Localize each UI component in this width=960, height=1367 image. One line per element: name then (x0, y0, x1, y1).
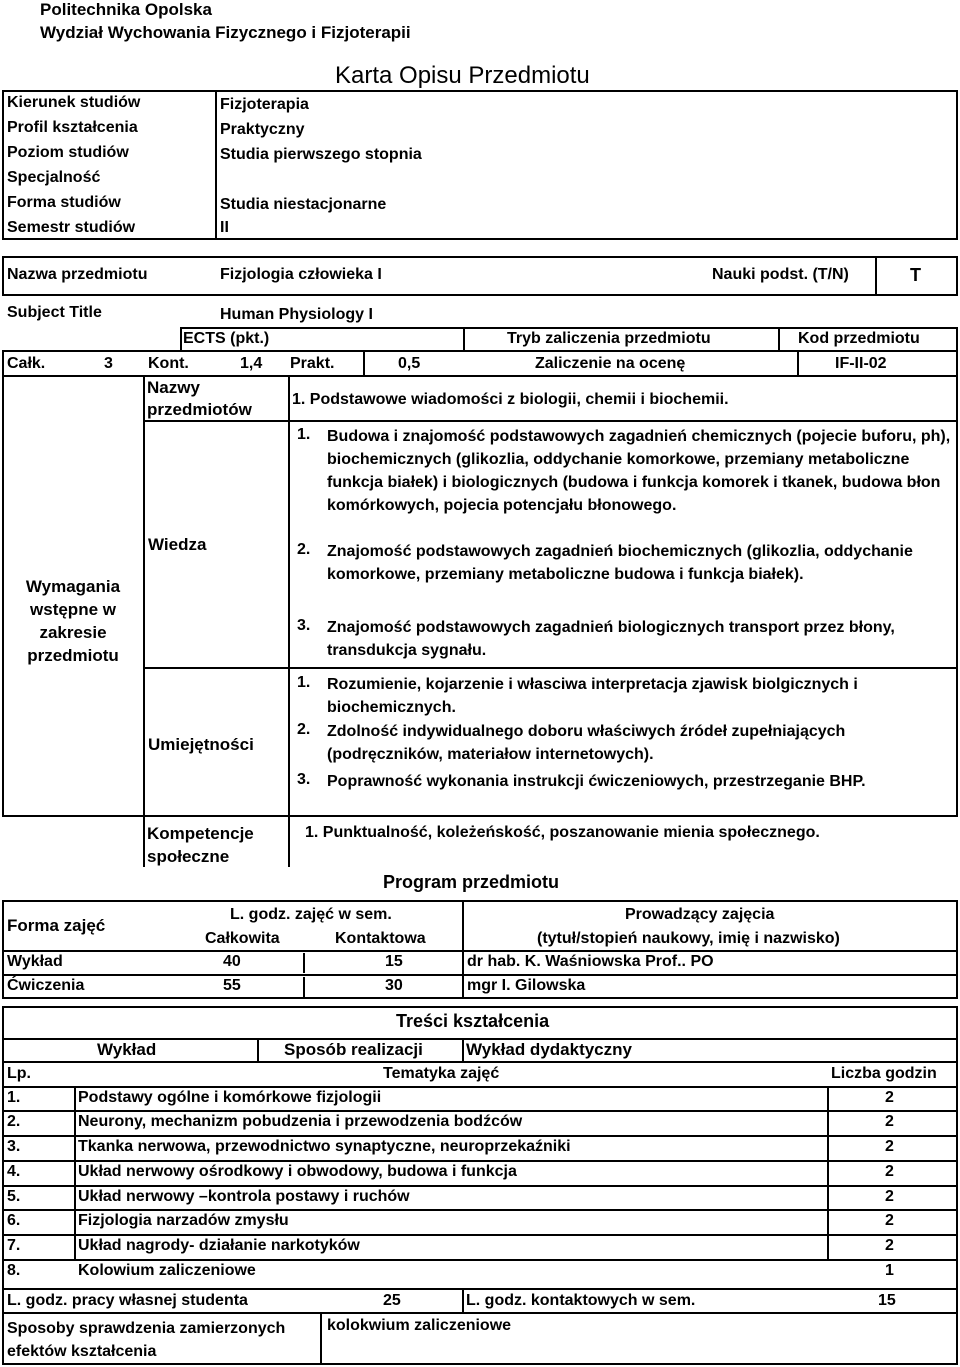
subject-title-label: Subject Title (7, 304, 102, 321)
self-work-label: L. godz. pracy własnej studenta (7, 1292, 248, 1309)
university-name: Politechnika Opolska (40, 0, 212, 19)
topic-hours: 2 (885, 1113, 894, 1130)
info-label: Forma studiów (7, 194, 121, 211)
topic-text: Neurony, mechanizm pobudzenia i przewodzenia bodźców (78, 1113, 523, 1130)
ects-contact: 1,4 (240, 355, 263, 372)
knowledge-item: Znajomość podstawowych zagadnień biologicznych transport przez błony, transdukcja sygnału. (327, 619, 895, 659)
method-value: Wykład dydaktyczny (466, 1040, 632, 1059)
topic-lp: 3. (7, 1138, 21, 1155)
requirements-label: Wymagania wstępne w zakresie przedmiotu (25, 577, 121, 665)
hours-header: Liczba godzin (831, 1065, 937, 1082)
skill-item: Zdolność indywidualnego doboru właściwych źródeł zupełniających (podręczników, materiałow internetowych). (327, 723, 846, 763)
program-total: 55 (223, 977, 241, 994)
program-contact: 30 (385, 977, 403, 994)
ects-practical: 0,5 (398, 355, 421, 372)
topic-lp: 1. (7, 1089, 21, 1106)
topic-text: Układ nerwowy –kontrola postawy i ruchów (78, 1188, 410, 1205)
method-label: Sposób realizacji (284, 1040, 423, 1059)
info-label: Kierunek studiów (7, 94, 141, 111)
topic-header: Tematyka zajęć (383, 1065, 500, 1082)
content-title: Treści kształcenia (396, 1011, 550, 1031)
lp-header: Lp. (7, 1065, 31, 1082)
knowledge-label: Wiedza (148, 535, 207, 554)
program-total: 40 (223, 953, 241, 970)
document-title: Karta Opisu Przedmiotu (335, 62, 590, 89)
skill-num: 3. (297, 771, 311, 788)
topic-text: Podstawy ogólne i komórkowe fizjologii (78, 1089, 382, 1106)
info-label: Specjalność (7, 169, 101, 186)
skill-num: 2. (297, 721, 311, 738)
topic-hours: 2 (885, 1188, 894, 1205)
skills-label: Umiejętności (148, 735, 254, 754)
topic-hours: 2 (885, 1138, 894, 1155)
topic-lp: 6. (7, 1212, 21, 1229)
info-value: Fizjoterapia (220, 96, 309, 113)
info-value: Studia pierwszego stopnia (220, 146, 422, 163)
mode-header: Tryb zaliczenia przedmiotu (507, 330, 711, 347)
knowledge-num: 2. (297, 541, 311, 558)
prior-subjects-label: Nazwy przedmiotów (147, 378, 252, 419)
program-form: Wykład (7, 953, 63, 970)
ects-header: ECTS (pkt.) (183, 330, 270, 347)
basic-science-label: Nauki podst. (T/N) (712, 266, 849, 283)
info-label: Poziom studiów (7, 144, 129, 161)
topic-lp: 2. (7, 1113, 21, 1130)
assessment-methods-value: kolokwium zaliczeniowe (327, 1317, 512, 1334)
ects-total: 3 (104, 355, 113, 372)
faculty-name: Wydział Wychowania Fizycznego i Fizjoterapii (40, 23, 411, 42)
knowledge-num: 1. (297, 426, 311, 443)
skill-item: Rozumienie, kojarzenie i własciwa interpretacja zjawisk biolgicznych i biochemicznych. (327, 676, 858, 716)
contact-hours: 15 (878, 1292, 896, 1309)
info-label: Semestr studiów (7, 219, 136, 236)
topic-hours: 2 (885, 1237, 894, 1254)
skill-num: 1. (297, 674, 311, 691)
subject-name-label: Nazwa przedmiotu (7, 266, 148, 283)
code-header: Kod przedmiotu (798, 330, 920, 347)
topic-text: Fizjologia narzadów zmysłu (78, 1212, 289, 1229)
form-label: Forma zajęć (7, 916, 106, 935)
topic-hours: 2 (885, 1212, 894, 1229)
content-type: Wykład (97, 1040, 157, 1059)
study-info-box (2, 90, 958, 240)
contact-hours-label: L. godz. kontaktowych w sem. (466, 1292, 696, 1309)
topic-lp: 4. (7, 1163, 21, 1180)
subject-name: Fizjologia człowieka I (220, 266, 382, 283)
program-form: Ćwiczenia (7, 977, 85, 994)
info-value: Studia niestacjonarne (220, 196, 387, 213)
knowledge-num: 3. (297, 617, 311, 634)
topic-lp: 7. (7, 1237, 21, 1254)
knowledge-item: Znajomość podstawowych zagadnień biochemicznych (glikozlia, oddychanie komorkowe, przemiany metaboliczne budowa i funkcja białek). (327, 543, 913, 583)
social-competences-label: Kompetencje społeczne (147, 824, 254, 866)
hours-contact-label: Kontaktowa (335, 930, 426, 947)
topic-lp: 5. (7, 1188, 21, 1205)
assessment-methods-label: Sposoby sprawdzenia zamierzonych efektów kształcenia (7, 1320, 286, 1360)
basic-science-value: T (910, 265, 921, 285)
subject-title: Human Physiology I (220, 306, 373, 323)
prior-subjects-text: 1. Podstawowe wiadomości z biologii, chemii i biochemii. (292, 391, 729, 408)
program-contact: 15 (385, 953, 403, 970)
info-value: II (220, 219, 229, 236)
knowledge-item: Budowa i znajomość podstawowych zagadnień chemicznych (pojecie buforu, ph), biochemicznych (glikozlia, oddychanie komorkowe, przemiany metaboliczne funkcja białek) i biologicznych (budowa i funkcja komorek i tkanek, budowa błon komórkowych, pojecia potencjału błonowego. (327, 428, 951, 514)
ects-contact-label: Kont. (148, 355, 189, 372)
self-work-hours: 25 (383, 1292, 401, 1309)
topic-text: Układ nagrody- działanie narkotyków (78, 1237, 360, 1254)
hours-label: L. godz. zajęć w sem. (230, 906, 392, 923)
topic-text: Układ nerwowy ośrodkowy i obwodowy, budowa i funkcja (78, 1163, 517, 1180)
teacher-sub-label: (tytuł/stopień naukowy, imię i nazwisko) (537, 930, 840, 947)
ects-total-label: Całk. (7, 355, 46, 372)
skill-item: Poprawność wykonania instrukcji ćwiczeniowych, przestrzeganie BHP. (327, 773, 866, 790)
topic-hours: 2 (885, 1163, 894, 1180)
topic-text: Tkanka nerwowa, przewodnictwo synaptyczne, neuroprzekaźniki (78, 1138, 571, 1155)
topic-lp: 8. (7, 1262, 21, 1279)
assessment-mode: Zaliczenie na ocenę (535, 355, 686, 372)
social-competences-text: 1. Punktualność, koleżeńskość, poszanowanie mienia społecznego. (305, 824, 820, 841)
teacher-label: Prowadzący zajęcia (625, 906, 775, 923)
topic-hours: 1 (885, 1262, 894, 1279)
program-title: Program przedmiotu (383, 872, 560, 892)
ects-practical-label: Prakt. (290, 355, 335, 372)
topic-hours: 2 (885, 1089, 894, 1106)
program-teacher: mgr I. Gilowska (467, 977, 586, 994)
topic-text: Kolowium zaliczeniowe (78, 1262, 256, 1279)
info-label: Profil kształcenia (7, 119, 138, 136)
info-value: Praktyczny (220, 121, 305, 138)
program-teacher: dr hab. K. Waśniowska Prof.. PO (467, 953, 714, 970)
subject-code: IF-II-02 (835, 355, 887, 372)
hours-total-label: Całkowita (205, 930, 280, 947)
